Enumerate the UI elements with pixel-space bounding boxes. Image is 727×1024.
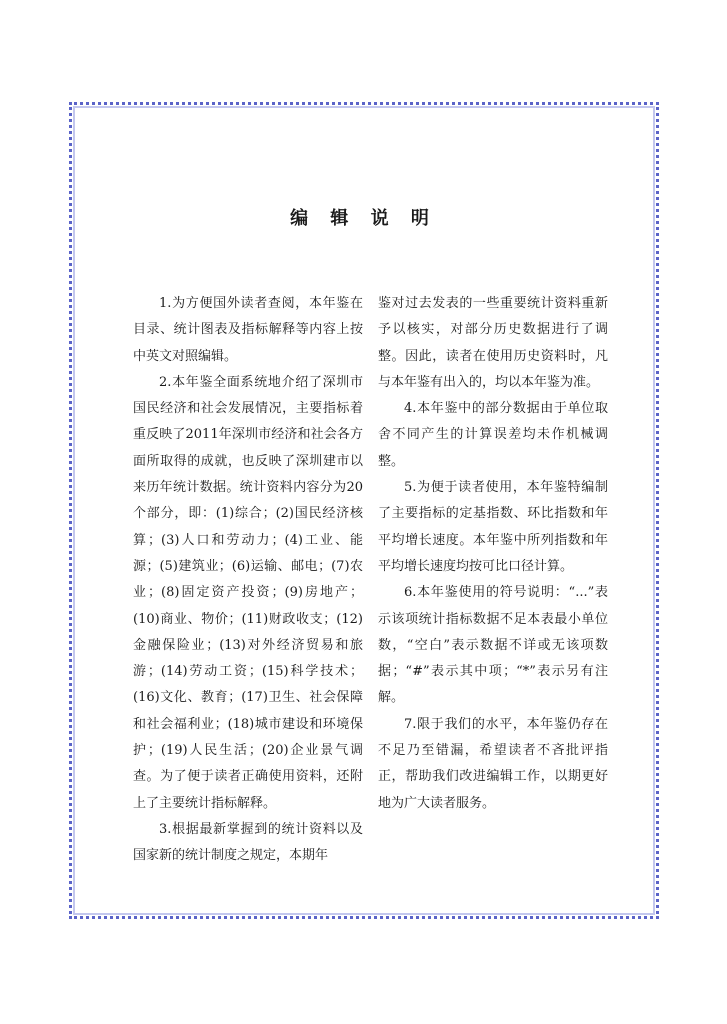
paragraph-7: 7.限于我们的水平，本年鉴仍存在不足乃至错漏，希望读者不吝批评指正，帮助我们改进编辑工作，以期更好地为广大读者服务。	[378, 716, 608, 811]
right-column	[378, 291, 608, 817]
paragraph-4: 4.本年鉴中的部分数据由于单位取舍不同产生的计算误差均未作机械调整。	[378, 401, 608, 469]
paragraph-3: 3.根据最新掌握到的统计资料以及国家新的统计制度之规定，本期年	[133, 821, 363, 864]
paragraph-5: 5.为便于读者使用，本年鉴特编制了主要指标的定基指数、环比指数和年平均增长速度。本年鉴中所列指数和年平均增长速度均按可比口径计算。	[378, 480, 608, 574]
left-column	[133, 291, 363, 870]
paragraph-6: 6.本年鉴使用的符号说明：“...”表示该项统计指标数据不足本表最小单位数，“空白”表示数据不详或无该项数据；“#”表示其中项；“*”表示另有注解。	[378, 585, 608, 706]
paragraph-2: 2.本年鉴全面系统地介绍了深圳市国民经济和社会发展情况，主要指标着重反映了2011年深圳市经济和社会各方面所取得的成就，也反映了深圳建市以来历年统计数据。统计资料内容分为20个部分，即：(1)综合；(2)国民经济核算；(3)人口和劳动力；(4)工业、能源；(5)建筑业；(6)运输、邮电；(7)农业；(8)固定资产投资；(9)房地产；(10)商业、物价；(11)财政收支；(12)金融保险业；(13)对外经济贸易和旅游；(14)劳动工资；(15)科学技术；(16)文化、教育；(17)卫生、社会保障和社会福利业；(18)城市建设和环境保护；(19)人民生活；(20)企业景气调查。为了便于读者正确使用资料，还附上了主要统计指标解释。	[133, 374, 363, 811]
paragraph-1: 1.为方便国外读者查阅，本年鉴在目录、统计图表及指标解释等内容上按中英文对照编辑。	[133, 296, 363, 364]
paragraph-3-continued: 鉴对过去发表的一些重要统计资料重新予以核实，对部分历史数据进行了调整。因此，读者在使用历史资料时，凡与本年鉴有出入的，均以本年鉴为准。	[378, 296, 608, 390]
page-title: 编 辑 说 明	[290, 208, 437, 229]
